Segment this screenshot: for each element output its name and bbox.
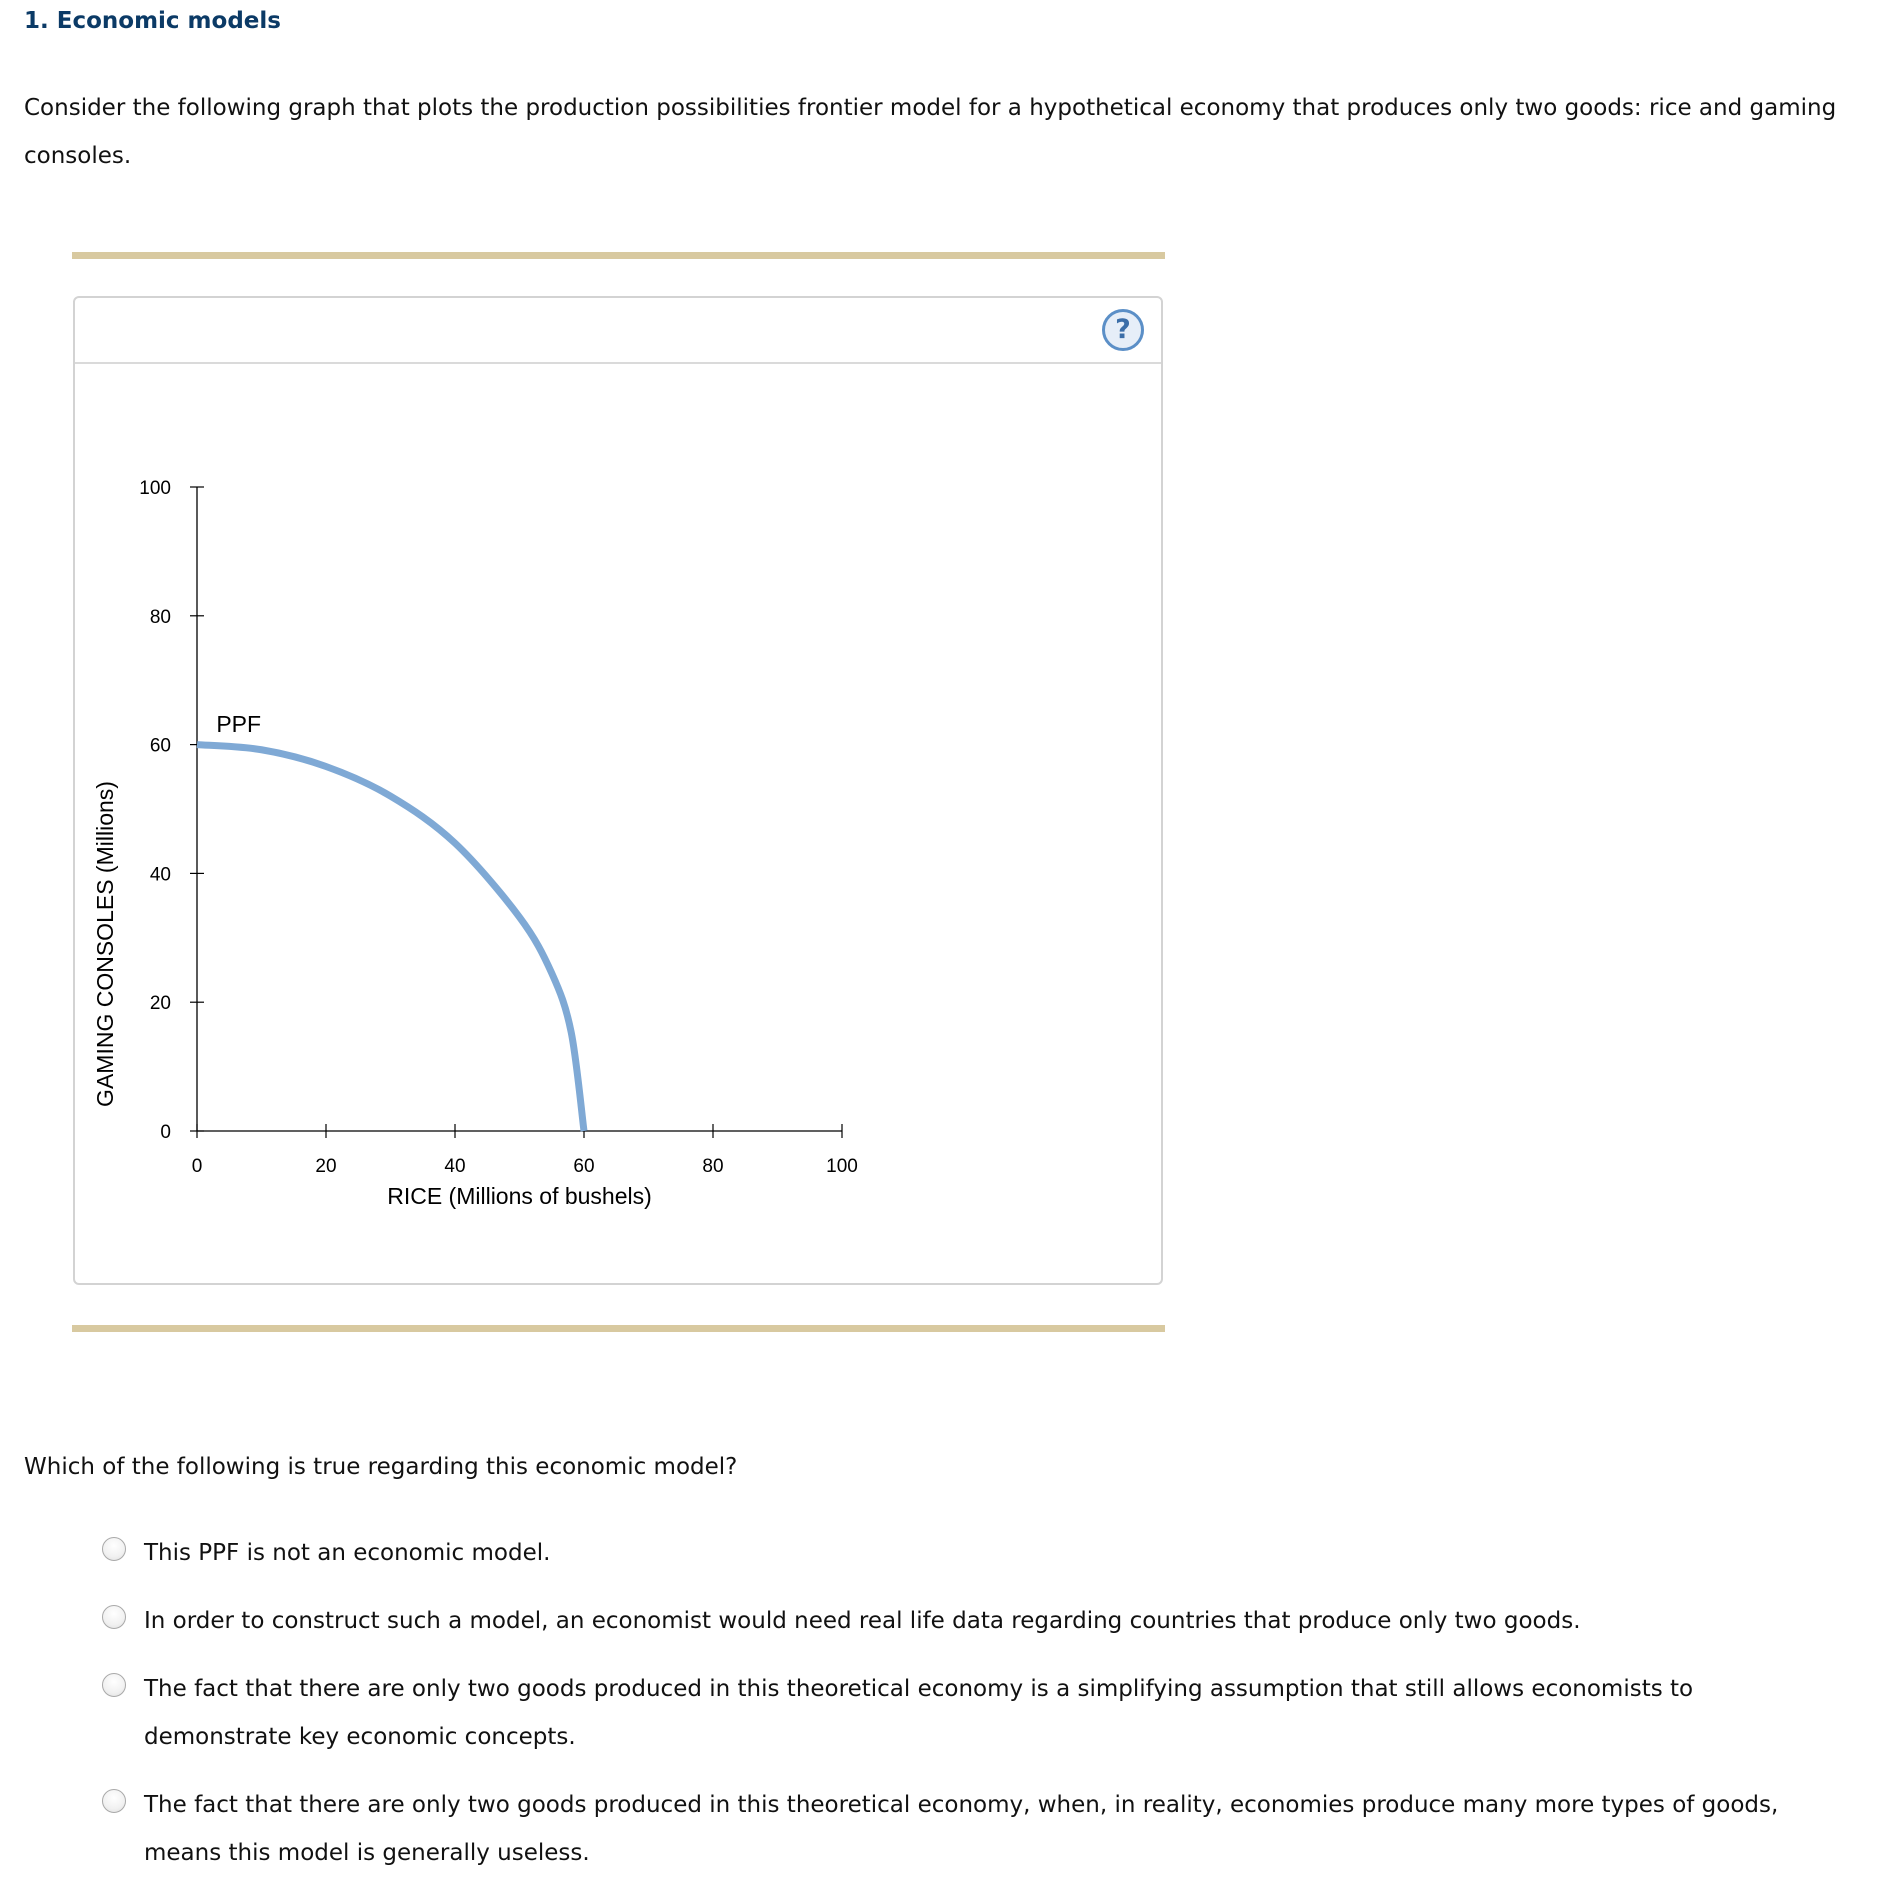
graph-bottom-rule [72, 1325, 1165, 1332]
y-tick-label: 100 [139, 478, 171, 499]
answer-choice[interactable] [102, 1529, 1842, 1577]
answer-choice-label: The fact that there are only two goods produced in this theoretical economy is a simplifying assumption that still allows economists to demonstrate key economic concepts. [144, 1676, 1694, 1750]
radio-button[interactable] [102, 1789, 126, 1813]
chart-series [197, 745, 584, 1131]
answer-choice-label: This PPF is not an economic model. [144, 1540, 551, 1566]
answer-choice[interactable] [102, 1597, 1842, 1645]
graph-panel [73, 296, 1163, 1285]
answer-choice[interactable] [102, 1781, 1842, 1877]
x-tick-label: 40 [444, 1156, 466, 1177]
question-prompt: Which of the following is true regarding this economic model? [24, 1454, 738, 1480]
x-axis-title: RICE (Millions of bushels) [387, 1183, 652, 1209]
x-tick-label: 100 [826, 1156, 858, 1177]
ppf-curve [197, 745, 584, 1131]
y-tick-label: 80 [149, 606, 171, 628]
graph-top-rule [72, 252, 1165, 259]
chart-ticks [190, 487, 842, 1138]
y-tick-label: 0 [160, 1122, 171, 1143]
x-tick-label: 0 [191, 1156, 203, 1177]
y-tick-label: 20 [149, 993, 171, 1015]
help-icon[interactable]: ? [1102, 309, 1144, 351]
y-tick-label: 60 [149, 735, 171, 757]
radio-button[interactable] [102, 1537, 126, 1561]
answer-choice-label: In order to construct such a model, an economist would need real life data regarding countries that produce only two goods. [144, 1608, 1581, 1634]
answer-choice[interactable] [102, 1665, 1842, 1761]
x-tick-label: 20 [315, 1156, 337, 1177]
y-tick-label: 40 [149, 864, 171, 886]
y-axis-title: GAMING CONSOLES (Millions) [92, 781, 118, 1107]
chart-axes [197, 487, 842, 1131]
x-tick-label: 60 [573, 1156, 595, 1177]
ppf-chart [75, 298, 1161, 1283]
chart-labels [92, 478, 858, 1209]
question-title: 1. Economic models [24, 8, 281, 34]
question-intro: Consider the following graph that plots the production possibilities frontier model for a hypothetical economy that produces only two goods: rice and gaming consoles. [24, 95, 1837, 169]
answer-choice-label: The fact that there are only two goods produced in this theoretical economy, when, in reality, economies produce many more types of goods, means this model is generally useless. [144, 1792, 1779, 1866]
x-tick-label: 80 [702, 1156, 724, 1177]
ppf-curve-label: PPF [216, 711, 262, 738]
radio-button[interactable] [102, 1605, 126, 1629]
answer-choices [102, 1529, 1842, 1897]
radio-button[interactable] [102, 1673, 126, 1697]
